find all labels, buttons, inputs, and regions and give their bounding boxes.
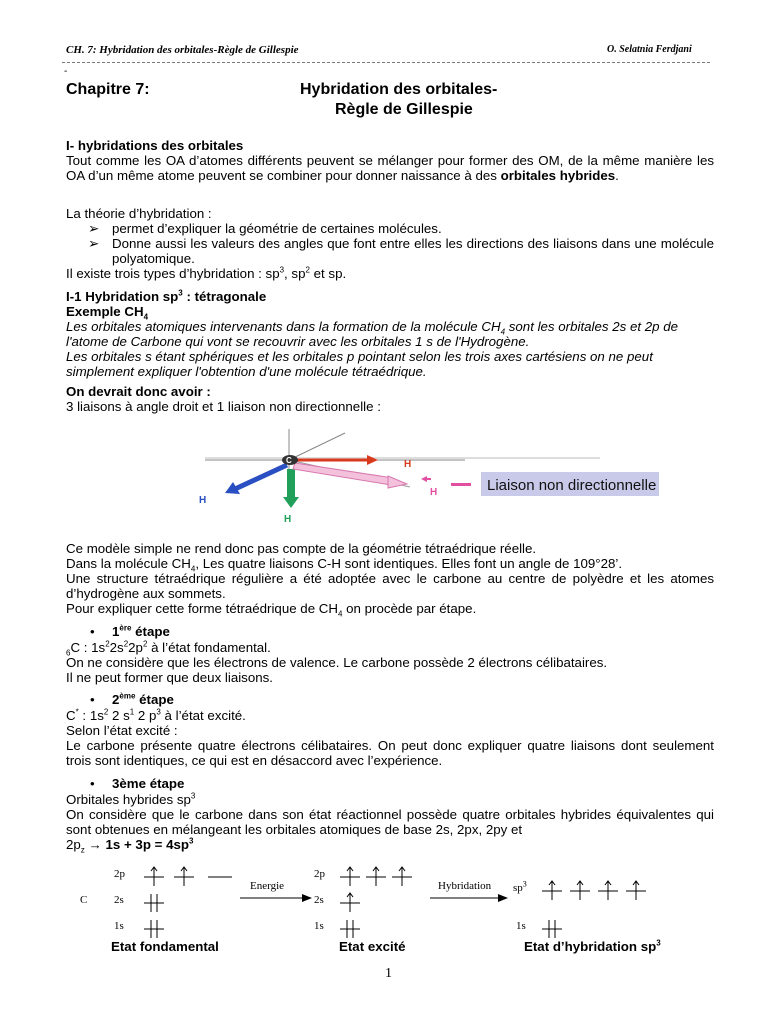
example-label: Exemple $CH_4$: [66, 304, 149, 322]
section-heading: I- hybridations des orbitales: [66, 138, 244, 153]
hybrid-state-boxes: [538, 862, 668, 942]
step2-title: 2ème étape: [112, 691, 174, 707]
step3-explanation: On considère que le carbone dans son état réactionnel possède quatre orbitales hybrides équivalentes qui sont obtenues en mélangeant les orbitales atomiques de base 2s, 2px, 2py et: [66, 807, 714, 837]
subsection-heading: I-1 Hybridation $sp^3$ : tétragonale: [66, 288, 267, 304]
step3-orbitals: Orbitales hybrides $sp^3$: [66, 791, 196, 807]
label-2s: 2s: [114, 894, 124, 906]
caption-hybrid-state: Etat d’hybridation $sp^3$: [524, 938, 661, 954]
chapter-title-line1: Hybridation des orbitales-: [300, 81, 498, 98]
energie-label: Energie: [250, 880, 285, 892]
hybridation-arrow-icon: [428, 892, 510, 904]
step2-explanation: Le carbone présente quatre électrons célibataires. On peut donc expliquer quatre liaisons dont seulement trois sont identiques, ce qui est en désaccord avec l’expérience.: [66, 738, 714, 768]
h-label-blue: H: [199, 495, 207, 506]
intro-paragraph: Tout comme les OA d’atomes différents peuvent se mélanger pour former des OM, de la même manière les OA d’un même atome peuvent se combiner pour donner naissance à des orbitales hybrides.: [66, 153, 714, 183]
bullet-dot-icon: •: [90, 692, 95, 707]
label-1s: 1s: [516, 920, 526, 932]
tetrahedral-structure: Une structure tétraédrique régulière a été adoptée avec le carbone au centre de polyèdre et les atomes d’hydrogène aux sommets.: [66, 571, 714, 601]
bullet-dot-icon: •: [90, 624, 95, 639]
ondevrait-line: On devrait donc avoir :: [66, 384, 211, 399]
red-arrowhead-icon: [367, 455, 378, 465]
label-1s: 1s: [314, 920, 324, 932]
excited-state-boxes: [336, 862, 436, 942]
non-directional-label: Liaison non directionnelle: [487, 477, 657, 494]
label-2s: 2s: [314, 894, 324, 906]
step1-bonds: Il ne peut former que deux liaisons.: [66, 670, 273, 685]
liaisons-line: 3 liaisons à angle droit et 1 liaison non directionnelle :: [66, 399, 381, 414]
green-arrowhead-icon: [283, 497, 299, 508]
caption-excited-state: Etat excité: [339, 939, 406, 954]
running-header-title: CH. 7: Hybridation des orbitales-Règle de Gillespie: [66, 44, 299, 56]
step-intro: Pour expliquer cette forme tétraédrique de $CH_4$ on procède par étape.: [66, 601, 477, 619]
step2-configuration: C* : $1s^2$ 2 $s^1$ 2 $p^3$ à l’état excité.: [66, 707, 246, 723]
ch4-bonds-line: Dans la molécule $CH_4$, Les quatre liaisons C-H sont identiques. Elles font un angle de 109°28’.: [66, 556, 623, 574]
step1-configuration: $_6$C : $1s^22s^22p^2$ à l’état fondamental.: [66, 639, 271, 658]
green-bond-arrow: [287, 469, 295, 499]
ground-state-boxes: [140, 862, 250, 942]
bullet-item-2: Donne aussi les valeurs des angles que font entre elles les directions des liaisons dans une molécule polyatomique.: [112, 236, 714, 266]
running-header-author: O. Selatnia Ferdjani: [607, 44, 692, 55]
page-number: 1: [385, 966, 392, 981]
hybridation-types: Il existe trois types d’hybridation : $sp^3$, $sp^2$ et sp.: [66, 265, 347, 281]
blue-bond-arrow: [235, 465, 287, 489]
bullet-item-1: permet d’expliquer la géométrie de certaines molécules.: [112, 221, 442, 236]
arrow-bullet-icon: ➢: [88, 236, 100, 251]
pink-small-arrowhead-icon: [421, 476, 427, 482]
bullet-dot-icon: •: [90, 776, 95, 791]
chapter-number: Chapitre 7:: [66, 81, 150, 98]
carbon-label: C: [286, 456, 292, 465]
figure-axis-z: [289, 433, 345, 460]
label-sp3: $sp^3$: [513, 879, 527, 894]
label-1s: 1s: [114, 920, 124, 932]
h-label-red: H: [404, 459, 412, 470]
model-remark: Ce modèle simple ne rend donc pas compte de la géométrie tétraédrique réelle.: [66, 541, 537, 556]
pink-dash: [451, 483, 471, 486]
label-2p: 2p: [314, 868, 325, 880]
step1-title: 1ère étape: [112, 623, 170, 639]
energie-arrowhead-icon: [302, 894, 312, 902]
step3-title: 3ème étape: [112, 776, 185, 791]
h-label-pink: H: [430, 487, 438, 498]
step3-equation: $2p_z \to 1s + 3p = 4sp^3$: [66, 836, 194, 855]
step1-valence: On ne considère que les électrons de valence. Le carbone possède 2 électrons célibataires.: [66, 655, 608, 670]
caption-ground-state: Etat fondamental: [111, 939, 219, 954]
header-rule: [62, 62, 710, 63]
h-label-green: H: [284, 514, 292, 525]
italic-paragraph-2: Les orbitales s étant sphériques et les orbitales p pointant selon les trois axes cartésiens on ne peut simplement expliquer l'obtention d'une molécule tétraédrique.: [66, 349, 653, 379]
header-rule-dash: -: [64, 66, 68, 77]
energie-arrow-icon: [238, 892, 314, 904]
theory-line: La théorie d’hybridation :: [66, 206, 212, 221]
hybridation-arrowhead-icon: [498, 894, 508, 902]
italic-paragraph-1: Les orbitales atomiques intervenants dans la formation de la molécule $CH_4$ sont les orbitales 2s et 2p de l'atome de Carbone qui vont se recouvrir avec les orbitales 1 s de l'Hydrogène.: [66, 319, 679, 349]
step2-selon: Selon l’état excité :: [66, 723, 178, 738]
hybridation-label: Hybridation: [438, 880, 492, 892]
label-2p: 2p: [114, 868, 125, 880]
arrow-bullet-icon: ➢: [88, 221, 100, 236]
pink-bond-arrow: [293, 463, 393, 485]
carbon-symbol: C: [80, 894, 88, 906]
bond-direction-figure: [195, 425, 665, 525]
chapter-title-line2: Règle de Gillespie: [335, 101, 473, 118]
figure-axis-shadow: [205, 457, 600, 459]
